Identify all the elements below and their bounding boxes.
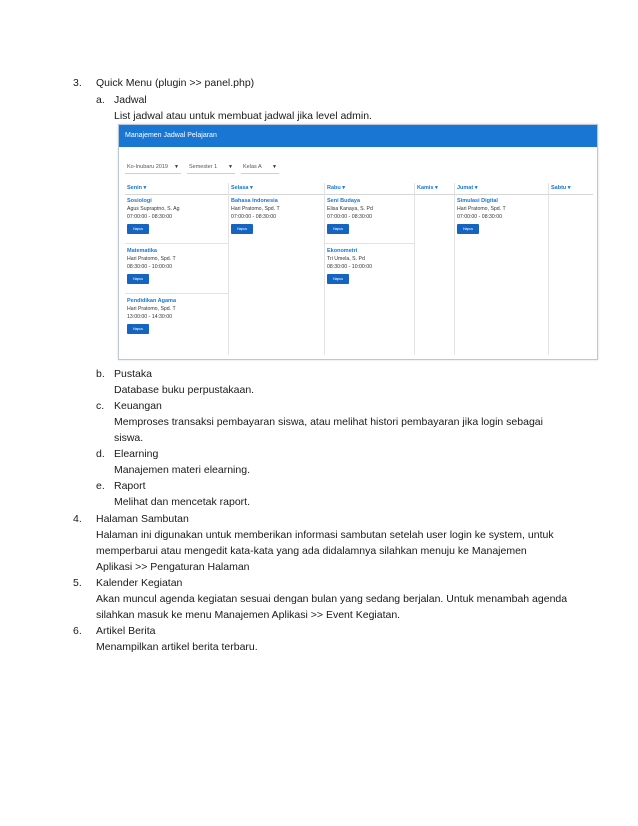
item-6-title: Artikel Berita — [96, 625, 156, 637]
item-5-desc-2: silahkan masuk ke menu Manajemen Aplikasi >> Event Kegiatan. — [96, 609, 401, 621]
entry-teacher: Hari Pratomo, Spd. T — [127, 256, 176, 262]
entry-teacher: Agus Supraptno, S. Ag — [127, 206, 180, 212]
day-column-selasa — [229, 183, 325, 355]
day-column-rabu — [325, 183, 415, 355]
item-d-letter: d. — [96, 448, 105, 460]
entry-subject: Pendidikan Agama — [127, 298, 177, 304]
delete-button[interactable]: Hapus — [231, 224, 253, 234]
item-c-desc-1: Memproses transaksi pembayaran siswa, atau melihat histori pembayaran jika login sebagai — [114, 416, 543, 428]
item-b-letter: b. — [96, 368, 105, 380]
day-header-rabu[interactable]: Rabu ▾ — [325, 183, 414, 195]
delete-button[interactable]: Hapus — [457, 224, 479, 234]
chevron-down-icon: ▼ — [228, 164, 233, 170]
item-3-title: Quick Menu (plugin >> panel.php) — [96, 77, 255, 89]
filter-year-select[interactable] — [125, 160, 181, 174]
entry-teacher: Hari Pratomo, Spd. T — [457, 206, 506, 212]
day-header-kamis[interactable]: Kamis ▾ — [415, 183, 454, 195]
entry-time: 08:30:00 - 10:00:00 — [127, 264, 172, 270]
item-c-desc-2: siswa. — [114, 432, 144, 444]
item-5-desc-1: Akan muncul agenda kegiatan sesuai dengan bulan yang sedang berjalan. Untuk menambah agenda — [96, 593, 568, 605]
item-b-desc: Database buku perpustakaan. — [114, 384, 255, 396]
item-d-desc: Manajemen materi elearning. — [114, 464, 250, 476]
entry-time: 07:00:00 - 08:30:00 — [231, 214, 276, 220]
item-3-number: 3. — [73, 77, 82, 89]
entry-subject: Seni Budaya — [327, 198, 361, 204]
entry-time: 07:00:00 - 08:30:00 — [327, 214, 372, 220]
item-d-title: Elearning — [114, 448, 159, 460]
item-e-letter: e. — [96, 480, 105, 492]
filter-year-label: Ko-Inubaru 2019 — [127, 164, 168, 170]
entry-time: 07:00:00 - 08:30:00 — [457, 214, 502, 220]
item-a-desc: List jadwal atau untuk membuat jadwal jika level admin. — [114, 110, 372, 122]
day-header-senin[interactable]: Senin ▾ — [125, 183, 228, 195]
panel-title: Manajemen Jadwal Pelajaran — [119, 125, 597, 147]
entry-time: 08:30:00 - 10:00:00 — [327, 264, 372, 270]
item-e-desc: Melihat dan mencetak raport. — [114, 496, 250, 508]
schedule-grid — [125, 183, 593, 355]
entry-subject: Matematika — [127, 248, 157, 254]
schedule-entry — [127, 297, 225, 334]
entry-teacher: Hari Pratomo, Spd. T — [127, 306, 176, 312]
day-header-jumat[interactable]: Jumat ▾ — [455, 183, 548, 195]
delete-button[interactable]: Hapus — [327, 224, 349, 234]
delete-button[interactable]: Hapus — [327, 274, 349, 284]
item-4-desc-1: Halaman ini digunakan untuk memberikan informasi sambutan setelah user login ke system, untuk — [96, 529, 554, 541]
entry-subject: Simulasi Digital — [457, 198, 498, 204]
item-a-title: Jadwal — [114, 94, 147, 106]
filter-semester-label: Semester 1 — [189, 164, 218, 170]
item-e-title: Raport — [114, 480, 146, 492]
item-5-title: Kalender Kegiatan — [96, 577, 183, 589]
day-header-selasa[interactable]: Selasa ▾ — [229, 183, 324, 195]
chevron-down-icon: ▼ — [272, 164, 277, 170]
item-c-letter: c. — [96, 400, 105, 412]
day-column-kamis — [415, 183, 455, 355]
entry-divider — [125, 293, 228, 294]
schedule-entry — [327, 247, 412, 284]
schedule-entry — [327, 197, 412, 234]
item-4-title: Halaman Sambutan — [96, 513, 189, 525]
entry-teacher: Hari Pratomo, Spd. T — [231, 206, 280, 212]
item-4-desc-2: memperbarui atau mengedit kata-kata yang ada didalamnya silahkan menuju ke Manajemen — [96, 545, 527, 557]
item-4-desc-3: Aplikasi >> Pengaturan Halaman — [96, 561, 250, 573]
item-c-title: Keuangan — [114, 400, 162, 412]
schedule-entry — [231, 197, 321, 234]
delete-button[interactable]: Hapus — [127, 324, 149, 334]
day-column-sabtu — [549, 183, 593, 355]
item-4-number: 4. — [73, 513, 82, 525]
item-6-number: 6. — [73, 625, 82, 637]
item-5-number: 5. — [73, 577, 82, 589]
filter-class-label: Kelas A — [243, 164, 262, 170]
schedule-entry — [127, 247, 225, 284]
schedule-entry — [127, 197, 225, 234]
delete-button[interactable]: Hapus — [127, 274, 149, 284]
schedule-screenshot — [118, 124, 598, 360]
day-header-sabtu[interactable]: Sabtu ▾ — [549, 183, 593, 195]
day-column-senin — [125, 183, 229, 355]
entry-subject: Bahasa Indonesia — [231, 198, 278, 204]
entry-time: 07:00:00 - 08:30:00 — [127, 214, 172, 220]
day-column-jumat — [455, 183, 549, 355]
entry-time: 13:00:00 - 14:30:00 — [127, 314, 172, 320]
entry-teacher: Tri Umela, S. Pd — [327, 256, 365, 262]
chevron-down-icon: ▼ — [174, 164, 179, 170]
schedule-entry — [457, 197, 545, 234]
item-a-letter: a. — [96, 94, 105, 106]
item-b-title: Pustaka — [114, 368, 152, 380]
filter-class-select[interactable] — [241, 160, 279, 174]
entry-teacher: Elisa Kanaya, S. Pd — [327, 206, 373, 212]
entry-divider — [325, 243, 414, 244]
delete-button[interactable]: Hapus — [127, 224, 149, 234]
entry-divider — [125, 243, 228, 244]
entry-subject: Sosiologi — [127, 198, 152, 204]
item-6-desc: Menampilkan artikel berita terbaru. — [96, 641, 258, 653]
filter-semester-select[interactable] — [187, 160, 235, 174]
entry-subject: Ekonometri — [327, 248, 358, 254]
